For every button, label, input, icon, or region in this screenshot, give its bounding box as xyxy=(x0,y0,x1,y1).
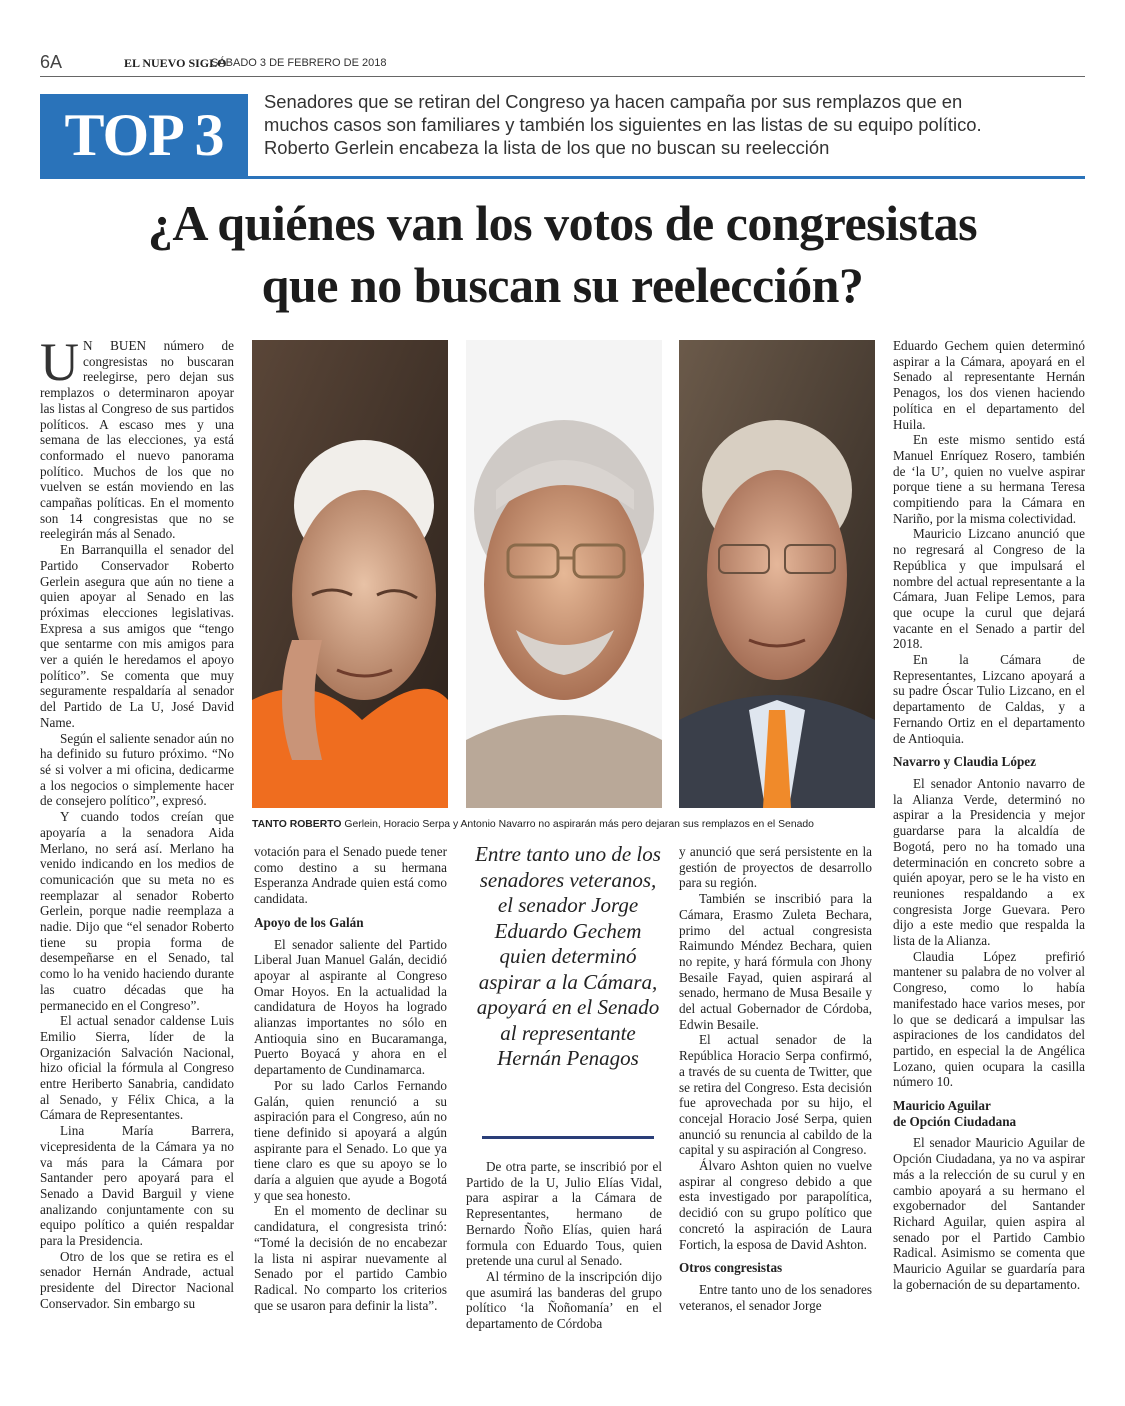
paragraph: En este mismo sentido está Manuel Enríquez Rosero, también de ‘la U’, quien no vuelve aspirar porque tiene a su hermana Teresa compitiendo para la Cámara en Nariño, por la misma colectividad. xyxy=(893,432,1085,526)
paragraph: Otro de los que se retira es el senador Hernán Andrade, actual presidente del Director Nacional Conservador. Sin embargo su xyxy=(40,1248,234,1311)
pull-quote: Entre tanto uno de los senadores veteranos, el senador Jorge Eduardo Gechem quien determinó aspirar a la Cámara, apoyará en el Senado al representante Hernán Penagos xyxy=(475,842,661,1070)
strapline xyxy=(264,90,1084,159)
photo-horacio-serpa xyxy=(466,340,662,808)
publication-date: SÁBADO 3 DE FEBRERO DE 2018 xyxy=(211,57,387,69)
publication-name: EL NUEVO SIGLO xyxy=(124,56,227,70)
paragraph: En Barranquilla el senador del Partido Conservador Roberto Gerlein asegura que aún no tiene a quien apoyar al Senado en las próximas elecciones legislativas. Expresa a sus amigos que “tengo que sentarme con mis amigos para ver a quién le heredamos el apoyo político”. Se comenta que muy seguramente respaldaría al senador del Partido de La U, José David Name. xyxy=(40,542,234,730)
page-folio xyxy=(40,52,1085,77)
paragraph: Y cuando todos creían que apoyaría a la senadora Aida Merlano, no será así. Merlano ha venido indicando en los medios de comunicación que su meta no es reemplazar al senador Roberto Gerlein, porque nadie reemplaza a nadie. Dijo que “el senador Roberto tiene su propia forma de desempeñarse en el Senado, tal como lo ha venido haciendo durante las cuatro décadas que ha permanecido en el Congreso”. xyxy=(40,809,234,1013)
subhead-otros-congresistas: Otros congresistas xyxy=(679,1260,783,1276)
subhead-mauricio-aguilar: Mauricio Aguilar xyxy=(893,1098,991,1114)
paragraph: También se inscribió para la Cámara, Erasmo Zuleta Bechara, primo del actual congresista Raimundo Méndez Bechara, quien no repite, y hará fórmula con Jhony Besaile Fayad, quien aspirará al senado, hermano de Musa Besaile y del actual Gobernador de Córdoba, Edwin Besaile. xyxy=(679,891,872,1032)
paragraph: votación para el Senado puede tener como destino a su hermana Esperanza Andrade quien está como candidata. xyxy=(254,844,447,907)
article-column-2 xyxy=(254,844,447,1313)
paragraph: Al término de la inscripción dijo que asumirá las banderas del grupo político ‘la Ñoñomanía’ en el departamento de Córdoba xyxy=(466,1268,662,1332)
caption-lead: TANTO ROBERTO xyxy=(252,819,342,830)
headline xyxy=(40,192,1085,316)
headline-line: ¿A quiénes van los votos de congresistas xyxy=(147,195,978,251)
paragraph: El actual senador de la República Horacio Serpa confirmó, a través de su cuenta de Twitter, que se retira del Congreso. Esta decisión fue aprovechada por su hijo, el concejal Horacio José Serpa, quien anunció su renuncia al cabildo de la capital y su aspiración al Congreso. xyxy=(679,1032,872,1158)
page-number: 6A xyxy=(40,52,63,72)
strapline-line: Roberto Gerlein encabeza la lista de los que no buscan su reelección xyxy=(264,137,830,158)
paragraph: El actual senador caldense Luis Emilio Sierra, líder de la Organización Salvación Nacional, hizo oficial la fórmula al Congreso entre Heriberto Sanabria, candidato al Senado, y Félix Chica, a la Cámara de Representantes. xyxy=(40,1013,234,1123)
paragraph: Entre tanto uno de los senadores veteranos, el senador Jorge xyxy=(679,1281,872,1313)
paragraph: Álvaro Ashton quien no vuelve aspirar al congreso debido a que esta investigado por parapolítica, decidió con su grupo político que concretó la aspiración de Laura Fortich, la esposa de David Ashton. xyxy=(679,1158,872,1252)
pull-quote-rule xyxy=(482,1136,654,1139)
article-column-1 xyxy=(40,332,234,1312)
paragraph: Por su lado Carlos Fernando Galán, quien renunció a su aspiración para el Congreso, aún no tiene definido si apoyará a algún aspirante para el Senado. Lo que ya tiene claro es que su apoyo se lo daría a alguien que ayude a Bogotá y que sea honesto. xyxy=(254,1077,447,1203)
portrait-photo-icon xyxy=(252,340,448,808)
paragraph: En el momento de declinar su candidatura, el congresista trinó: “Tomé la decisión de no encabezar la lista ni aspirar nuevamente al Senado por el partido Cambio Radical. No comparto los criterios que se usaron para definir la lista”. xyxy=(254,1203,447,1313)
photo-caption xyxy=(252,818,882,832)
paragraph: Eduardo Gechem quien determinó aspirar a la Cámara, apoyará en el Senado al representante Hernán Penagos, los dos vienen haciendo política en el departamento del Huila. xyxy=(893,338,1085,432)
paragraph-text: N BUEN número de congresistas no buscaran reelegirse, pero dejan sus remplazos o determinaron apoyar las listas al Congreso de sus partidos políticos. A escaso mes y una semana de las elecciones, ya está conformado el nuevo panorama político. Muchos de los que no vuelven se están moviendo en las campañas políticas. En el momento son 14 congresistas que no se reelegirán más al Senado. xyxy=(40,338,234,542)
article-column-4 xyxy=(679,844,872,1313)
photo-antonio-navarro xyxy=(679,340,875,808)
lead-paragraph xyxy=(40,332,234,542)
paragraph: Lina María Barrera, vicepresidenta de la Cámara ya no va más para la Cámara por Santander pero apoyará para el Senado a David Barguil y viene analizando conjuntamente con su equipo político a quién respaldar para la Presidencia. xyxy=(40,1123,234,1249)
section-tag: TOP 3 xyxy=(40,94,248,176)
article-column-3 xyxy=(466,1159,662,1332)
paragraph: y anunció que será persistente en la gestión de proyectos de desarrollo para su región. xyxy=(679,844,872,891)
paragraph: El senador Mauricio Aguilar de Opción Ciudadana, ya no va aspirar más a la relección de su curul y en cambio apoyará a su hermano el exgobernador del Santander Richard Aguilar, quien aspira al senado por el Partido Cambio Radical. Asimismo se comenta que Mauricio Aguilar se guardaría para la gobernación de su departamento. xyxy=(893,1135,1085,1292)
paragraph: Según el saliente senador aún no ha definido su futuro próximo. “No sé si volver a mi oficina, dedicarme a los negocios o simplemente hacer de consejero político”, expresó. xyxy=(40,730,234,809)
paragraph: El senador Antonio navarro de la Alianza Verde, determinó no aspirar a la Presidencia y mejor guardarse para la alcaldía de Bogotá, pero no ha tomado una determinación en concreto sobre a quién apoyar, pero se le ha visto en reuniones respaldando a ex congresista Jorge Guevara. Pero dijo a este medio que respalda la lista de la Alianza. xyxy=(893,775,1085,949)
photo-roberto-gerlein xyxy=(252,340,448,808)
subhead-apoyo-galan: Apoyo de los Galán xyxy=(254,914,364,930)
subhead-opcion-ciudadana: de Opción Ciudadana xyxy=(893,1113,1017,1129)
paragraph: De otra parte, se inscribió por el Partido de la U, Julio Elías Vidal, para aspirar a la Cámara de Representantes, hermano de Bernardo Ñoño Elías, quien hará formula con Eduardo Tous, quien pretende una curul al Senado. xyxy=(466,1159,662,1269)
paragraph: En la Cámara de Representantes, Lizcano apoyará a su padre Óscar Tulio Lizcano, en el departamento de Caldas, y a Fernando Ortiz en el departamento de Antioquia. xyxy=(893,652,1085,746)
article-column-5 xyxy=(893,338,1085,1292)
subhead-navarro-claudia-lopez: Navarro y Claudia López xyxy=(893,754,1036,770)
section-divider xyxy=(40,176,1085,179)
drop-cap: U xyxy=(40,332,79,392)
portrait-photo-icon xyxy=(466,340,662,808)
headline-line: que no buscan su reelección? xyxy=(261,257,864,313)
paragraph: Claudia López prefirió mantener su palabra de no volver al Congreso, como lo había manifestado hace varios meses, por lo que se dedicará a impulsar las aspiraciones de los candidatos del partido, en especial la de Angélica Lozano, quien ocupara la casilla número 10. xyxy=(893,948,1085,1090)
paragraph: Mauricio Lizcano anunció que no regresará al Congreso de la República y que impulsará el nombre del actual representante a la Cámara, Juan Felipe Lemos, para que ocupe la curul que dejará vacante en el Senado a partir del 2018. xyxy=(893,526,1085,652)
strapline-line: muchos casos son familiares y también los siguientes en las listas de su equipo político. xyxy=(264,114,982,135)
portrait-photo-icon xyxy=(679,340,875,808)
paragraph: El senador saliente del Partido Liberal Juan Manuel Galán, decidió apoyar al aspirante al Congreso Omar Hoyos. En la actualidad la candidatura de Hoyos ha logrado alianzas importantes no sólo en Antioquia sino en Bucaramanga, Puerto Boyacá y ahora en el departamento de Cundinamarca. xyxy=(254,936,447,1078)
caption-text: Gerlein, Horacio Serpa y Antonio Navarro no aspirarán más pero dejaran sus remplazos en el Senado xyxy=(341,819,814,830)
strapline-line: Senadores que se retiran del Congreso ya hacen campaña por sus remplazos que en xyxy=(264,91,963,112)
